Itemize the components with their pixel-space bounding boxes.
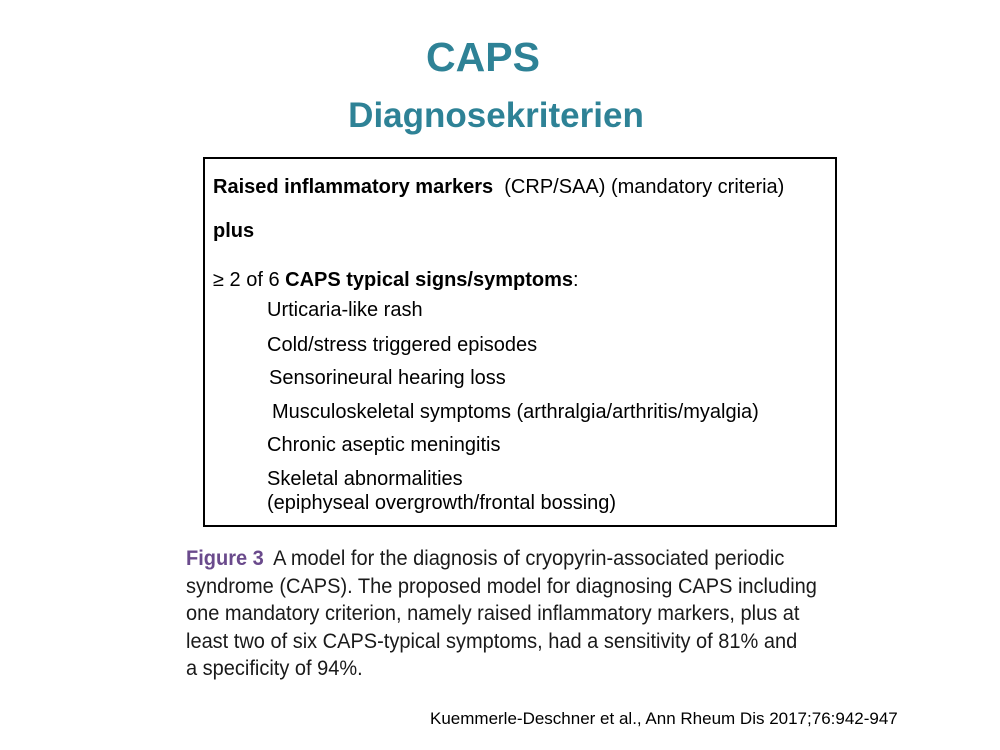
signs-heading-label: CAPS typical signs/symptoms — [285, 269, 574, 291]
citation: Kuemmerle-Deschner et al., Ann Rheum Dis 2017;76:942-947 — [430, 709, 898, 728]
slide-title: CAPS — [426, 34, 540, 80]
symptom-item: Chronic aseptic meningitis — [267, 434, 501, 456]
symptom-item-detail: (epiphyseal overgrowth/frontal bossing) — [267, 492, 617, 514]
signs-heading — [213, 268, 579, 292]
figure-caption — [186, 545, 817, 683]
caption-line: a specificity of 94%. — [186, 656, 363, 680]
mandatory-criterion-label: Raised inflammatory markers — [213, 176, 494, 198]
caption-line: one mandatory criterion, namely raised inflammatory markers, plus at — [186, 601, 800, 625]
slide-subtitle: Diagnosekriterien — [348, 96, 644, 135]
symptom-item: Sensorineural hearing loss — [269, 367, 506, 389]
symptom-item: Urticaria-like rash — [267, 299, 423, 321]
caption-line: syndrome (CAPS). The proposed model for diagnosing CAPS including — [186, 573, 817, 598]
criteria-box — [203, 157, 837, 527]
symptom-item: Skeletal abnormalities — [267, 468, 463, 490]
symptom-item: Cold/stress triggered episodes — [267, 334, 538, 356]
plus-label: plus — [213, 220, 255, 242]
mandatory-criterion-detail: (CRP/SAA) (mandatory criteria) — [504, 176, 785, 198]
signs-heading-colon: : — [573, 269, 579, 291]
caption-line: least two of six CAPS-typical symptoms, had a sensitivity of 81% and — [186, 628, 798, 653]
symptom-item: Musculoskeletal symptoms (arthralgia/arthritis/myalgia) — [272, 401, 759, 423]
mandatory-criterion — [213, 175, 784, 199]
signs-count: ≥ 2 of 6 — [213, 269, 280, 291]
caption-line: A model for the diagnosis of cryopyrin-associated periodic — [273, 546, 785, 570]
figure-label: Figure 3 — [186, 546, 264, 570]
